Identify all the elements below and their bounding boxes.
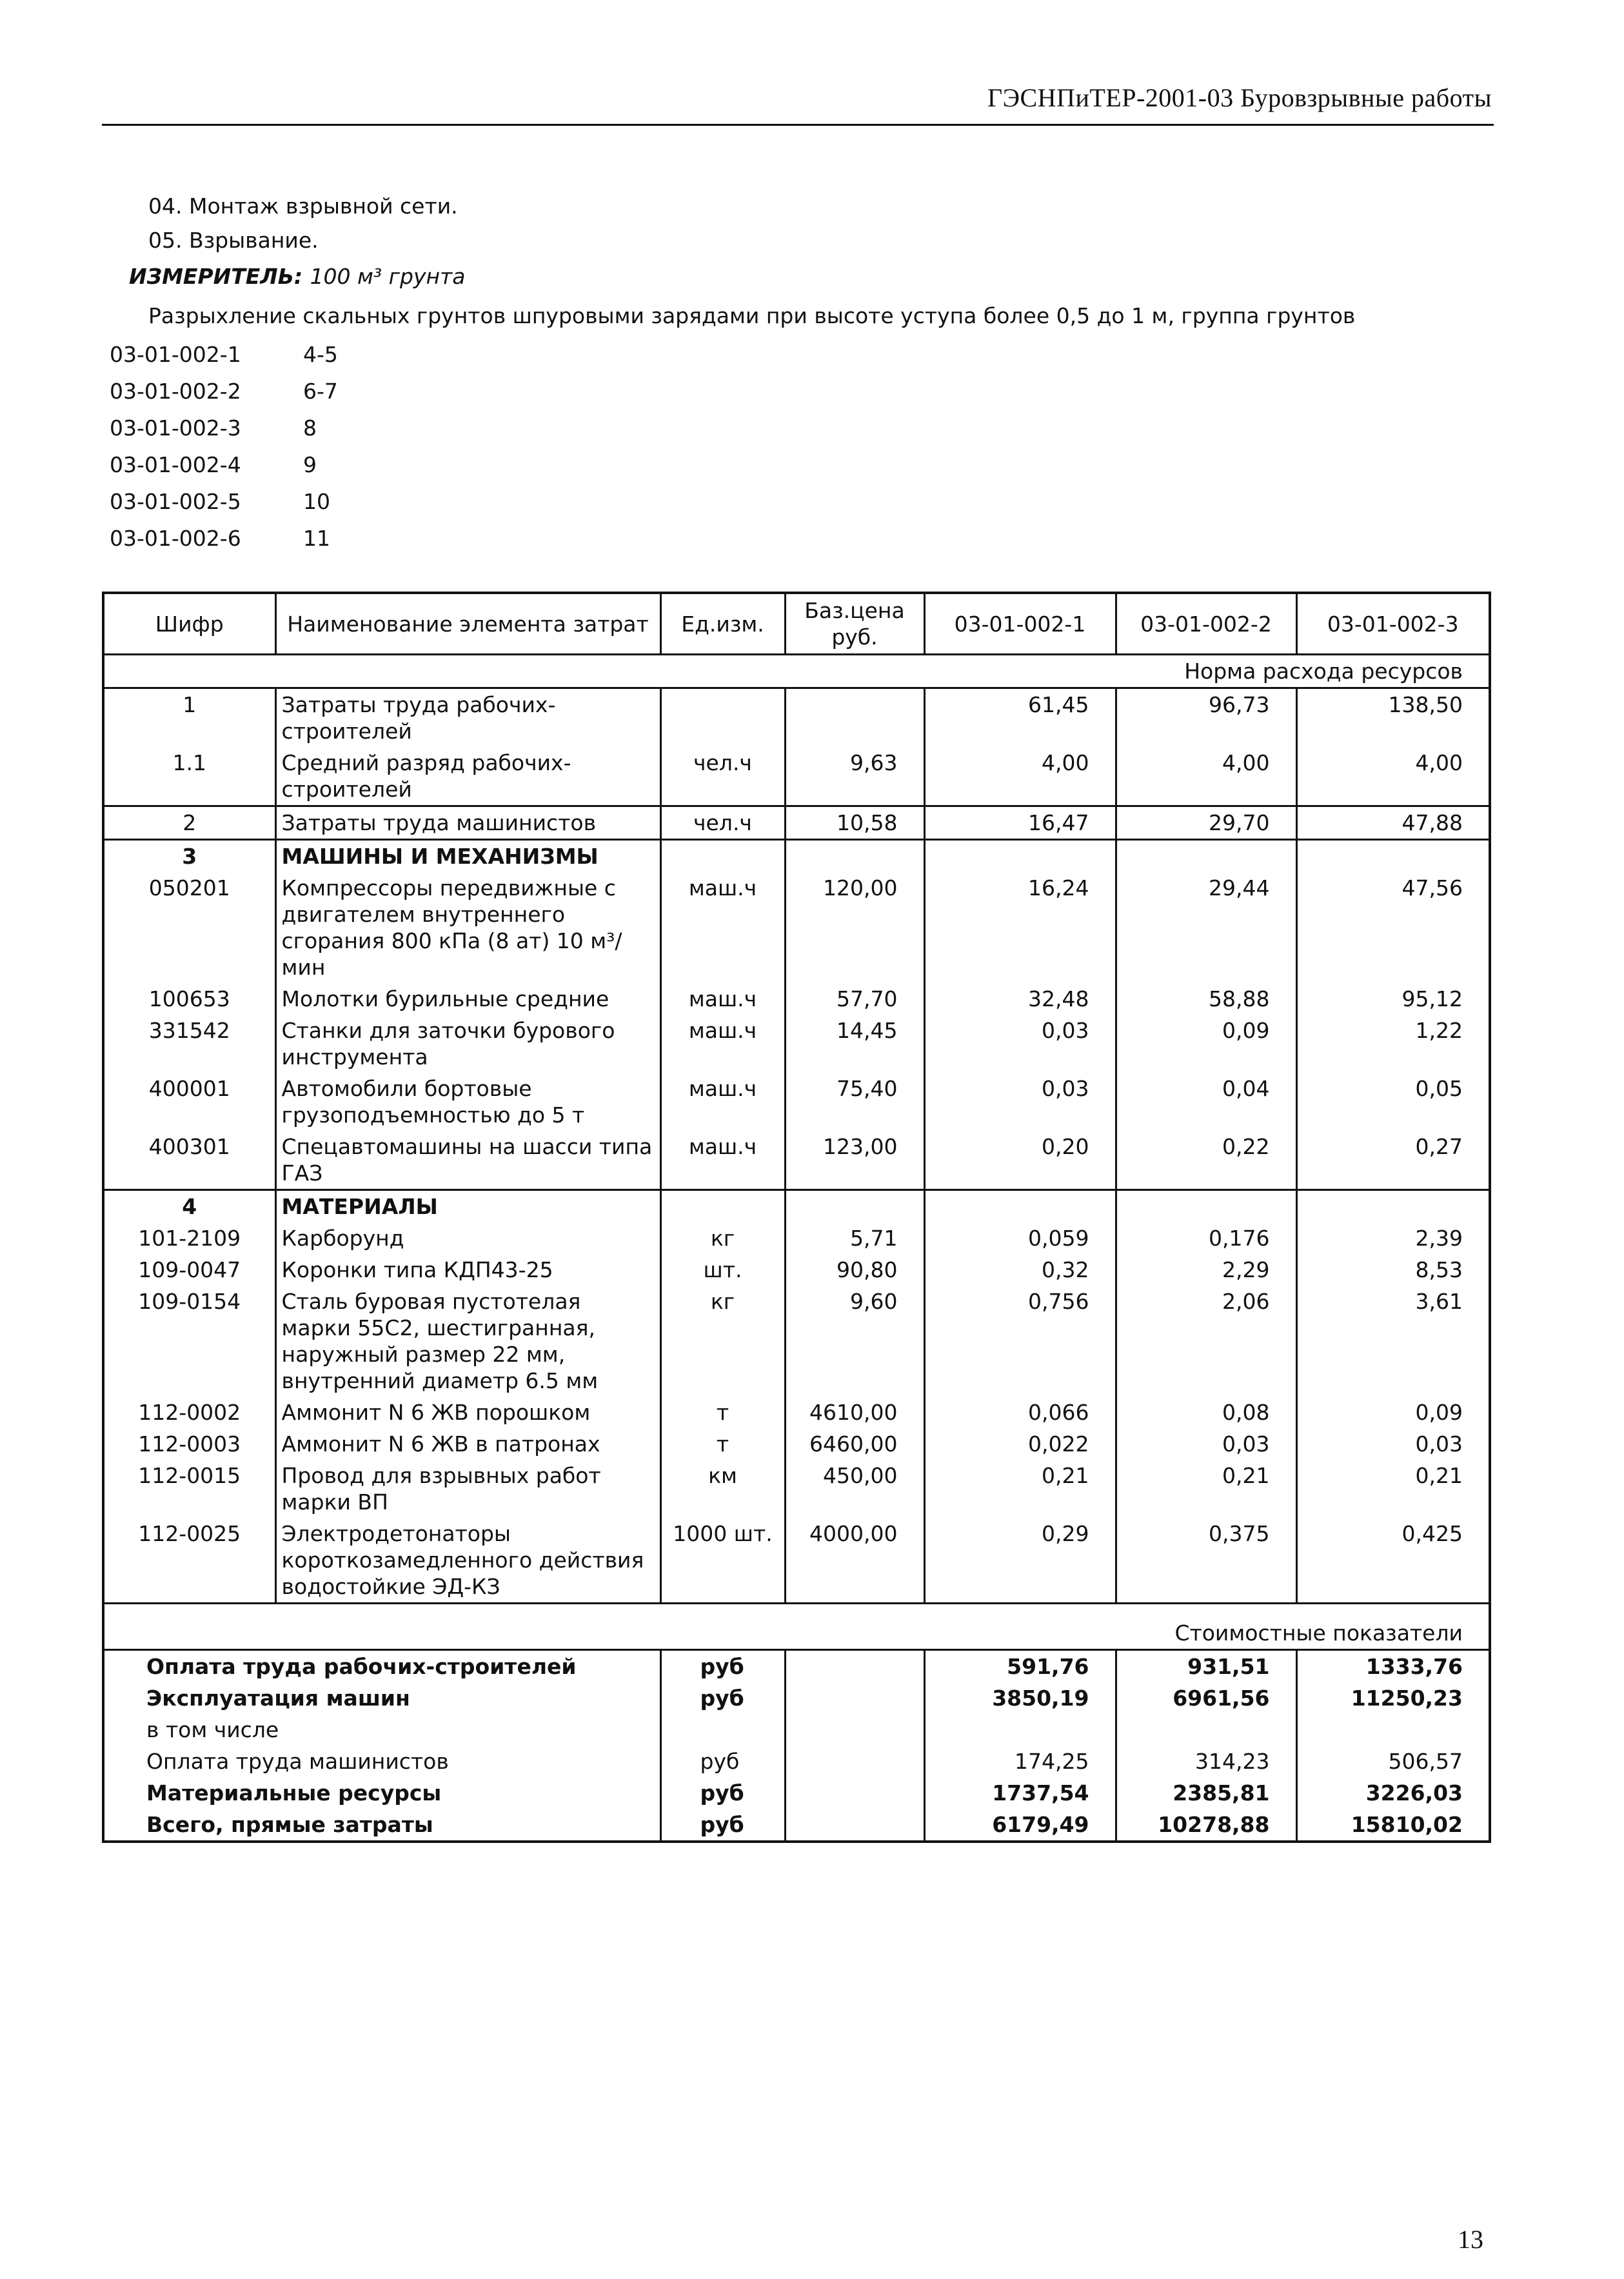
- row-name: Затраты труда машинистов: [275, 806, 660, 840]
- row-price: 120,00: [785, 872, 924, 983]
- code: 03-01-002-3: [110, 415, 241, 441]
- table-row: [103, 1254, 1490, 1286]
- row-code: 101-2109: [138, 1226, 241, 1251]
- cost-row: [103, 1650, 1490, 1683]
- row-v1: 0,21: [924, 1460, 1116, 1518]
- row-v3: 0,21: [1296, 1460, 1490, 1518]
- row-name: Коронки типа КДП43-25: [275, 1254, 660, 1286]
- row-v2: 29,70: [1116, 806, 1296, 840]
- cost-unit: руб: [660, 1809, 785, 1842]
- row-v2: 0,21: [1116, 1460, 1296, 1518]
- row-price: 75,40: [785, 1073, 924, 1131]
- table-row: [103, 1428, 1490, 1460]
- header-price: Баз.цена руб.: [785, 593, 924, 655]
- cost-v3: 506,57: [1296, 1746, 1490, 1777]
- row-v3: 0,425: [1296, 1518, 1490, 1604]
- code-group: 8: [303, 415, 317, 441]
- section-row: [103, 840, 1490, 873]
- row-price: [785, 688, 924, 748]
- table-row: [103, 806, 1490, 840]
- row-v3: 0,27: [1296, 1131, 1490, 1190]
- cost-name: Оплата труда машинистов: [146, 1749, 449, 1774]
- cost-row: [103, 1777, 1490, 1809]
- measure-unit: 100 м³ грунта: [310, 264, 466, 289]
- row-code: 1.1: [172, 750, 206, 775]
- row-unit: кг: [660, 1286, 785, 1397]
- table-row: [103, 1286, 1490, 1397]
- row-v2: 29,44: [1116, 872, 1296, 983]
- row-v3: 95,12: [1296, 983, 1490, 1015]
- row-unit: маш.ч: [660, 1073, 785, 1131]
- row-v3: 0,03: [1296, 1428, 1490, 1460]
- row-price: 9,60: [785, 1286, 924, 1397]
- cost-unit: руб: [660, 1777, 785, 1809]
- table-row: [103, 983, 1490, 1015]
- section-description: Разрыхление скальных грунтов шпуровыми зарядами при высоте уступа более 0,5 до 1 м, группа грунтов: [148, 303, 1356, 328]
- row-unit: маш.ч: [660, 1131, 785, 1190]
- row-v1: 0,20: [924, 1131, 1116, 1190]
- code: 03-01-002-1: [110, 342, 241, 367]
- row-name: Станки для заточки бурового инструмента: [275, 1015, 660, 1073]
- cost-v2: 314,23: [1116, 1746, 1296, 1777]
- row-name: МАШИНЫ И МЕХАНИЗМЫ: [275, 840, 660, 873]
- row-v3: 47,88: [1296, 806, 1490, 840]
- cost-unit: руб: [660, 1746, 785, 1777]
- cost-name: Эксплуатация машин: [146, 1686, 410, 1711]
- row-v2: 0,04: [1116, 1073, 1296, 1131]
- row-code: 109-0047: [138, 1257, 241, 1282]
- row-v1: 61,45: [924, 688, 1116, 748]
- header-col1: 03-01-002-1: [924, 593, 1116, 655]
- cost-unit: руб: [660, 1650, 785, 1683]
- row-v1: 0,066: [924, 1397, 1116, 1428]
- code-line: [110, 342, 241, 367]
- code-group: 4-5: [303, 342, 338, 367]
- code-line: [110, 415, 241, 441]
- table-row: [103, 1222, 1490, 1254]
- row-code: 112-0003: [138, 1431, 241, 1457]
- table-row: [103, 747, 1490, 806]
- row-code: 109-0154: [138, 1289, 241, 1314]
- row-v2: 4,00: [1116, 747, 1296, 806]
- row-v2: 2,06: [1116, 1286, 1296, 1397]
- row-v3: 138,50: [1296, 688, 1490, 748]
- row-code: 112-0015: [138, 1463, 241, 1488]
- cost-v1: 174,25: [924, 1746, 1116, 1777]
- cost-row: [103, 1714, 1490, 1746]
- cost-v1: 591,76: [924, 1650, 1116, 1683]
- row-unit: маш.ч: [660, 1015, 785, 1073]
- row-code: 112-0002: [138, 1400, 241, 1425]
- row-name: Молотки бурильные средние: [275, 983, 660, 1015]
- row-code: 400301: [148, 1134, 230, 1159]
- row-unit: чел.ч: [660, 747, 785, 806]
- row-code: 4: [103, 1190, 275, 1223]
- code: 03-01-002-4: [110, 452, 241, 477]
- row-v2: 0,08: [1116, 1397, 1296, 1428]
- row-v2: 0,22: [1116, 1131, 1296, 1190]
- cost-unit: руб: [660, 1682, 785, 1714]
- row-price: 4000,00: [785, 1518, 924, 1604]
- row-price: 450,00: [785, 1460, 924, 1518]
- cost-name: Оплата труда рабочих-строителей: [103, 1650, 660, 1683]
- code-group: 9: [303, 452, 317, 477]
- code-group: 10: [303, 489, 330, 514]
- header-col3: 03-01-002-3: [1296, 593, 1490, 655]
- cost-v3: 15810,02: [1296, 1809, 1490, 1842]
- row-code: 050201: [148, 875, 230, 901]
- header-name: Наименование элемента затрат: [275, 593, 660, 655]
- row-name: Компрессоры передвижные с двигателем внутреннего сгорания 800 кПа (8 ат) 10 м³/мин: [275, 872, 660, 983]
- row-price: 10,58: [785, 806, 924, 840]
- cost-v3: 3226,03: [1296, 1777, 1490, 1809]
- row-v3: 0,09: [1296, 1397, 1490, 1428]
- row-v3: 4,00: [1296, 747, 1490, 806]
- row-code: 331542: [148, 1018, 230, 1043]
- row-code: 112-0025: [138, 1521, 241, 1546]
- row-v1: 0,03: [924, 1073, 1116, 1131]
- header-col2: 03-01-002-2: [1116, 593, 1296, 655]
- code-line: [110, 452, 241, 477]
- row-v3: 0,05: [1296, 1073, 1490, 1131]
- row-v2: 2,29: [1116, 1254, 1296, 1286]
- row-v2: 58,88: [1116, 983, 1296, 1015]
- cost-v1: 1737,54: [924, 1777, 1116, 1809]
- code: 03-01-002-2: [110, 379, 241, 404]
- intro-item-04: 04. Монтаж взрывной сети.: [148, 194, 458, 219]
- row-name: МАТЕРИАЛЫ: [275, 1190, 660, 1223]
- table-row: [103, 1460, 1490, 1518]
- running-header: ГЭСНПиТЕР-2001-03 Буровзрывные работы: [987, 83, 1492, 112]
- row-v1: 0,29: [924, 1518, 1116, 1604]
- cost-v2: 931,51: [1116, 1650, 1296, 1683]
- measure-label: ИЗМЕРИТЕЛЬ:: [129, 264, 303, 289]
- row-v1: 16,47: [924, 806, 1116, 840]
- header-code: Шифр: [103, 593, 275, 655]
- table-row: [103, 688, 1490, 748]
- cost-row: [103, 1746, 1490, 1777]
- row-v2: 96,73: [1116, 688, 1296, 748]
- row-name: Провод для взрывных работ марки ВП: [275, 1460, 660, 1518]
- row-name: Затраты труда рабочих-строителей: [275, 688, 660, 748]
- row-price: 57,70: [785, 983, 924, 1015]
- section-row: [103, 1190, 1490, 1223]
- row-unit: чел.ч: [660, 806, 785, 840]
- row-unit: шт.: [660, 1254, 785, 1286]
- row-v3: 1,22: [1296, 1015, 1490, 1073]
- row-v1: 16,24: [924, 872, 1116, 983]
- row-name: Спецавтомашины на шасси типа ГАЗ: [275, 1131, 660, 1190]
- row-unit: т: [660, 1397, 785, 1428]
- row-unit: [660, 688, 785, 748]
- row-name: Аммонит N 6 ЖВ в патронах: [275, 1428, 660, 1460]
- row-v2: 0,09: [1116, 1015, 1296, 1073]
- row-unit: 1000 шт.: [660, 1518, 785, 1604]
- row-name: Карборунд: [275, 1222, 660, 1254]
- code-group: 11: [303, 526, 330, 551]
- row-v1: 0,022: [924, 1428, 1116, 1460]
- cost-v3: 11250,23: [1296, 1682, 1490, 1714]
- row-v3: 2,39: [1296, 1222, 1490, 1254]
- table-row: [103, 1073, 1490, 1131]
- table-row: [103, 1131, 1490, 1190]
- code-line: [110, 489, 241, 514]
- code-line: [110, 526, 241, 551]
- row-price: 6460,00: [785, 1428, 924, 1460]
- table-header-row: [103, 593, 1490, 655]
- cost-name: в том числе: [146, 1717, 279, 1742]
- row-price: 14,45: [785, 1015, 924, 1073]
- row-price: 90,80: [785, 1254, 924, 1286]
- cost-v2: 10278,88: [1116, 1809, 1296, 1842]
- cost-v3: 1333,76: [1296, 1650, 1490, 1683]
- row-price: 4610,00: [785, 1397, 924, 1428]
- table-row: [103, 1397, 1490, 1428]
- cost-v2: 6961,56: [1116, 1682, 1296, 1714]
- cost-name: Материальные ресурсы: [146, 1780, 442, 1806]
- cost-row: [103, 1682, 1490, 1714]
- row-price: 9,63: [785, 747, 924, 806]
- row-v3: 47,56: [1296, 872, 1490, 983]
- row-v1: 0,756: [924, 1286, 1116, 1397]
- row-name: Средний разряд рабочих-строителей: [275, 747, 660, 806]
- row-v1: 4,00: [924, 747, 1116, 806]
- row-price: 5,71: [785, 1222, 924, 1254]
- cost-label: Стоимостные показатели: [103, 1604, 1490, 1650]
- cost-v1: 6179,49: [924, 1809, 1116, 1842]
- norm-label: Норма расхода ресурсов: [103, 655, 1490, 688]
- table-row: [103, 872, 1490, 983]
- row-v1: 0,03: [924, 1015, 1116, 1073]
- row-price: 123,00: [785, 1131, 924, 1190]
- row-code: 100653: [148, 986, 230, 1011]
- row-v3: 3,61: [1296, 1286, 1490, 1397]
- row-unit: маш.ч: [660, 983, 785, 1015]
- row-unit: кг: [660, 1222, 785, 1254]
- row-v2: 0,03: [1116, 1428, 1296, 1460]
- table-row: [103, 1015, 1490, 1073]
- row-v1: 0,059: [924, 1222, 1116, 1254]
- code-line: [110, 379, 241, 404]
- row-v2: 0,375: [1116, 1518, 1296, 1604]
- row-name: Аммонит N 6 ЖВ порошком: [275, 1397, 660, 1428]
- code-group: 6-7: [303, 379, 338, 404]
- code: 03-01-002-6: [110, 526, 241, 551]
- row-code: 2: [103, 806, 275, 840]
- row-v1: 32,48: [924, 983, 1116, 1015]
- row-name: Электродетонаторы короткозамедленного действия водостойкие ЭД-КЗ: [275, 1518, 660, 1604]
- code: 03-01-002-5: [110, 489, 241, 514]
- cost-v2: 2385,81: [1116, 1777, 1296, 1809]
- header-unit: Ед.изм.: [660, 593, 785, 655]
- row-code: 1: [103, 688, 275, 748]
- row-unit: маш.ч: [660, 872, 785, 983]
- norm-label-row: [103, 655, 1490, 688]
- row-code: 3: [103, 840, 275, 873]
- row-code: 400001: [148, 1076, 230, 1101]
- row-v3: 8,53: [1296, 1254, 1490, 1286]
- row-unit: т: [660, 1428, 785, 1460]
- row-v1: 0,32: [924, 1254, 1116, 1286]
- cost-name: Всего, прямые затраты: [146, 1812, 433, 1837]
- intro-item-05: 05. Взрывание.: [148, 228, 319, 253]
- measure-line: [129, 264, 466, 289]
- row-name: Автомобили бортовые грузоподъемностью до 5 т: [275, 1073, 660, 1131]
- table-row: [103, 1518, 1490, 1604]
- header-rule: [102, 124, 1494, 126]
- row-name: Сталь буровая пустотелая марки 55С2, шестигранная, наружный размер 22 мм, внутренний диаметр 6.5 мм: [275, 1286, 660, 1397]
- row-unit: км: [660, 1460, 785, 1518]
- cost-label-row: [103, 1604, 1490, 1650]
- page-number: 13: [1458, 2225, 1483, 2254]
- cost-row: [103, 1809, 1490, 1842]
- row-v2: 0,176: [1116, 1222, 1296, 1254]
- cost-v1: 3850,19: [924, 1682, 1116, 1714]
- resource-table: [102, 592, 1491, 1843]
